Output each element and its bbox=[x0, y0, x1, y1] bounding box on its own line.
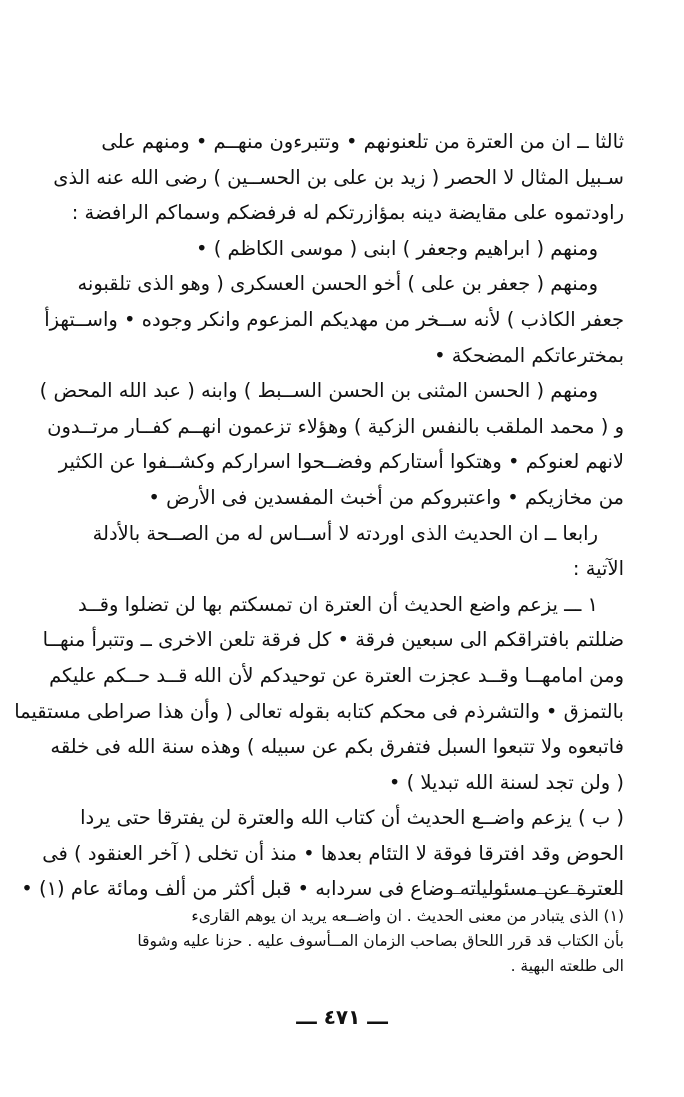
text-line: ( ب ) يزعم واضــع الحديث أن كتاب الله والعترة لن يفترقا حتى يردا bbox=[80, 806, 624, 830]
text-line: سـبيل المثال لا الحصر ( زيد بن على بن الحســين ) رضى الله عنه الذى bbox=[53, 165, 624, 189]
text-line: ثالثا ــ ان من العترة من تلعنونهم • وتتبرءون منهــم • ومنهم على bbox=[101, 130, 624, 153]
footnote-line: (١) الذى يتبادر من معنى الحديث . ان واضــعه يريد ان يوهم القارىء bbox=[191, 907, 624, 925]
text-line: ( ولن تجد لسنة الله تبديلا ) • bbox=[388, 770, 624, 794]
footnote-rule bbox=[448, 893, 622, 894]
text-line: فاتبعوه ولا تتبعوا السبل فتفرق بكم عن سبيله ) وهذه سنة الله فى خلقه bbox=[50, 735, 624, 759]
footnotes bbox=[66, 904, 624, 979]
text-line: رابعا ــ ان الحديث الذى اوردته لا أســاس له من الصــحة بالأدلة bbox=[92, 521, 598, 545]
text-line: الحوض وقد افترقا فوقة لا التئام بعدها • منذ أن تخلى ( آخر العنقود ) فى bbox=[42, 841, 624, 865]
text-line: ومنهم ( ابراهيم وجعفر ) ابنى ( موسى الكاظم ) • bbox=[196, 236, 598, 260]
body-text bbox=[14, 124, 624, 907]
text-line: ضللتم بافتراقكم الى سبعين فرقة • كل فرقة تلعن الاخرى ــ وتتبرأ منهــا bbox=[42, 628, 624, 652]
text-line: و ( محمد الملقب بالنفس الزكية ) وهؤلاء تزعمون انهــم كفــار مرتــدون bbox=[47, 414, 624, 438]
text-line: راودتموه على مقايضة دينه بمؤازرتكم له فرفضكم وسماكم الرافضة : bbox=[71, 201, 624, 225]
footnote-line: بأن الكتاب قد قرر اللحاق بصاحب الزمان المــأسوف عليه . حزنا عليه وشوقا bbox=[137, 932, 624, 950]
footnote-line: الى طلعته البهية . bbox=[510, 957, 624, 975]
text-line: الآتية : bbox=[572, 557, 624, 581]
text-line: ١ ـــ يزعم واضع الحديث أن العترة ان تمسكتم بها لن تضلوا وقــد bbox=[78, 592, 598, 616]
text-line: ومن امامهــا وقــد عجزت العترة عن توحيدكم لأن الله قــد حــكم عليكم bbox=[49, 663, 624, 687]
text-line: بالتمزق • والتشرذم فى محكم كتابه بقوله تعالى ( وأن هذا صراطى مستقيما bbox=[14, 699, 624, 723]
text-line: بمخترعاتكم المضحكة • bbox=[434, 343, 624, 367]
text-line: من مخازيكم • واعتبروكم من أخبث المفسدين فى الأرض • bbox=[148, 485, 624, 509]
text-line: العترة عن مسئولياته وضاع فى سردابه • قبل أكثر من ألف ومائة عام (١) • bbox=[21, 877, 624, 901]
page-number: ـــ ٤٧١ ـــ bbox=[296, 1005, 388, 1029]
text-line: ومنهم ( جعفر بن على ) أخو الحسن العسكرى ( وهو الذى تلقبونه bbox=[77, 272, 598, 296]
text-line: ومنهم ( الحسن المثنى بن الحسن الســبط ) وابنه ( عبد الله المحض ) bbox=[39, 379, 598, 403]
text-line: جعفر الكاذب ) لأنه ســخر من مهديكم المزعوم وانكر وجوده • واســتهزأ bbox=[44, 307, 624, 331]
text-line: لانهم لعنوكم • وهتكوا أستاركم وفضــحوا اسراركم وكشــفوا عن الكثير bbox=[58, 450, 624, 474]
